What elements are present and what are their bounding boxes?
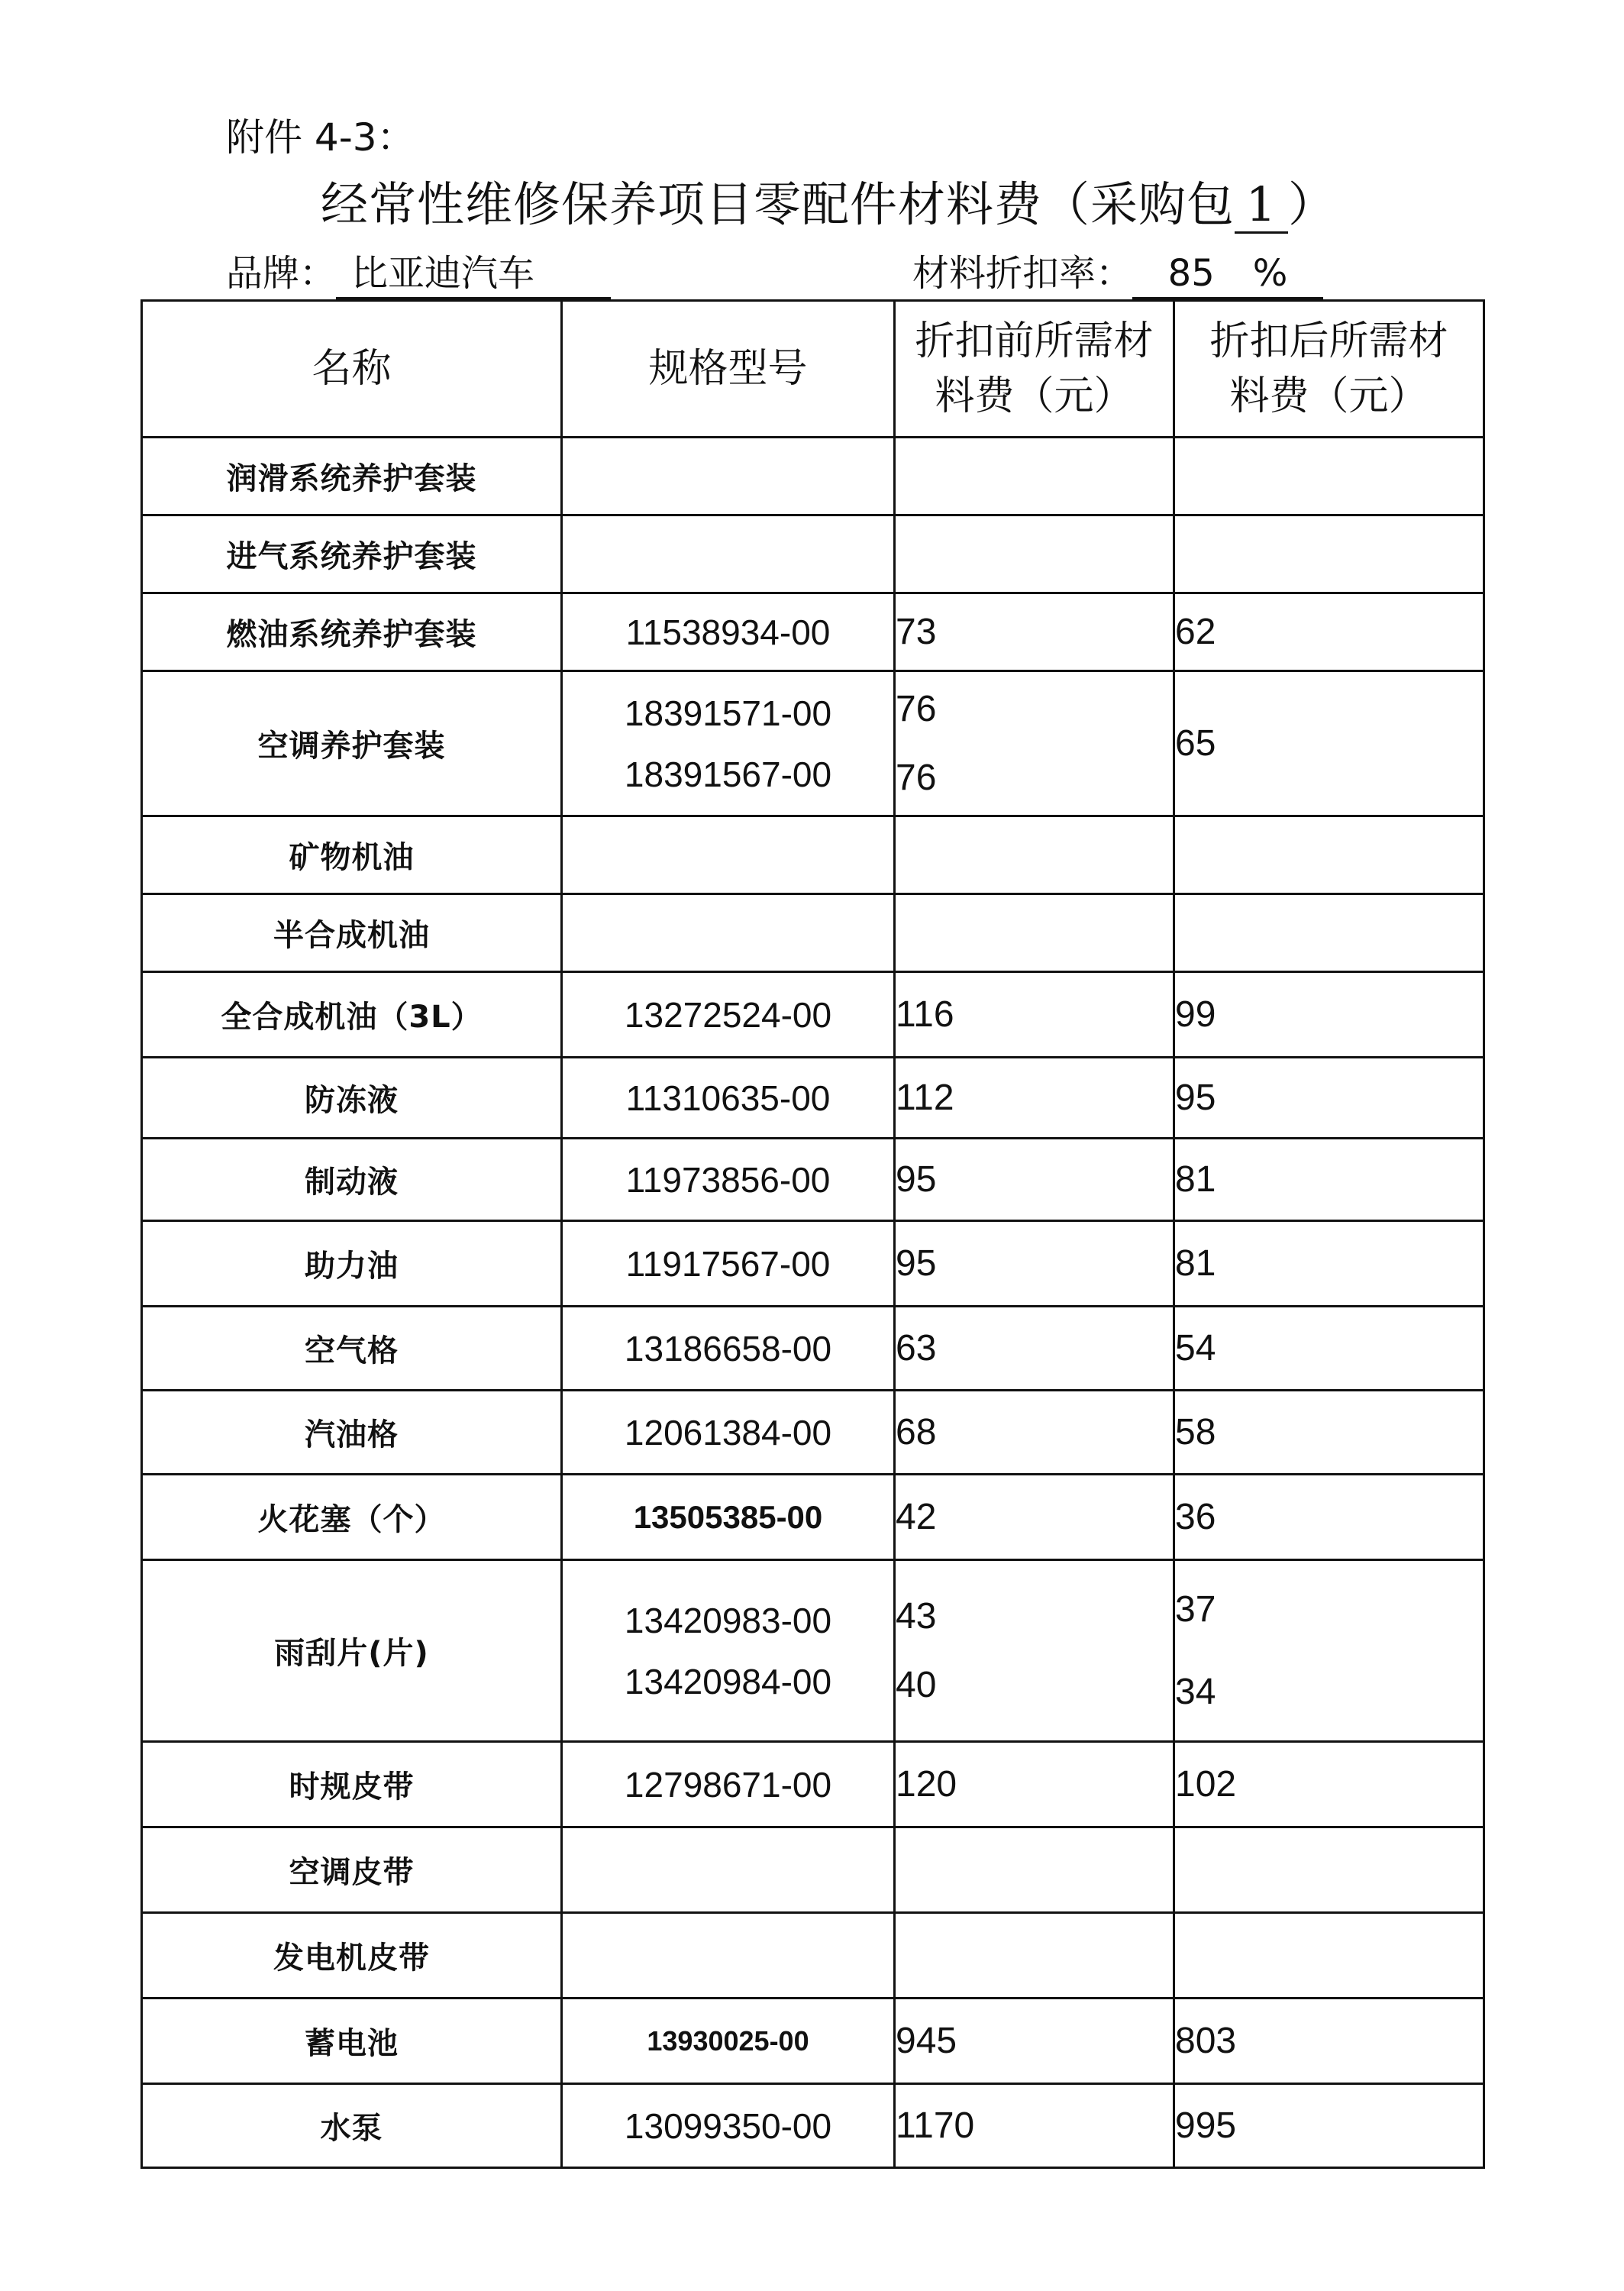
part-name: 火花塞（个） (257, 1502, 446, 1537)
after-discount-cell-value: 34 (1175, 1671, 1216, 1712)
before-discount-cell (895, 1827, 1174, 1913)
table-row (142, 1742, 1484, 1827)
after-discount-cell (1174, 1742, 1484, 1827)
spec-cell-value: 13420983-00 (624, 1600, 832, 1640)
after-discount-cell (1174, 1475, 1484, 1560)
part-name-cell (142, 1307, 562, 1391)
table-row (142, 515, 1484, 593)
after-discount-cell-value: 36 (1175, 1496, 1216, 1537)
part-name: 燃油系统养护套装 (226, 617, 477, 652)
after-discount-cell-value: 95 (1175, 1077, 1216, 1118)
part-name-cell (142, 593, 562, 671)
discount-rate-field (912, 243, 1323, 304)
header-name (142, 301, 562, 438)
spec-cell-value: 13186658-00 (624, 1328, 832, 1368)
before-discount-cell (895, 1913, 1174, 1999)
part-name: 汽油格 (305, 1417, 399, 1452)
spec-cell (562, 894, 895, 972)
table-row (142, 1139, 1484, 1221)
part-name-cell (142, 972, 562, 1058)
table-row (142, 1475, 1484, 1560)
before-discount-cell-value: 112 (896, 1077, 954, 1118)
before-discount-cell (895, 438, 1174, 515)
before-discount-cell-value: 95 (896, 1158, 937, 1200)
after-discount-cell-value: 81 (1175, 1158, 1216, 1200)
part-name-cell (142, 1139, 562, 1221)
part-name: 空调皮带 (289, 1855, 415, 1890)
spec-cell (562, 816, 895, 894)
spec-cell-value: 11973856-00 (625, 1159, 831, 1200)
header-name-label: 名称 (312, 346, 392, 392)
before-discount-cell-value: 73 (896, 611, 937, 652)
header-after-label: 折扣后所需材料费（元） (1209, 318, 1448, 419)
part-name: 蓄电池 (305, 2026, 399, 2061)
after-discount-cell-value: 99 (1175, 994, 1216, 1035)
after-discount-cell (1174, 438, 1484, 515)
table-row (142, 1307, 1484, 1391)
part-name: 矿物机油 (289, 840, 415, 875)
before-discount-cell-value: 116 (896, 994, 954, 1035)
before-discount-cell-value: 945 (896, 2020, 957, 2061)
spec-cell-value: 11917567-00 (625, 1243, 831, 1284)
brand-value: 比亚迪汽车 (336, 250, 611, 299)
part-name: 发电机皮带 (273, 1940, 430, 1976)
spec-cell (562, 972, 895, 1058)
after-discount-cell (1174, 593, 1484, 671)
table-row (142, 593, 1484, 671)
header-spec (562, 301, 895, 438)
before-discount-cell (895, 1221, 1174, 1307)
spec-cell (562, 1139, 895, 1221)
spec-cell-value: 13099350-00 (624, 2105, 832, 2146)
part-name-cell (142, 1475, 562, 1560)
before-discount-cell (895, 671, 1174, 816)
part-name-cell (142, 1560, 562, 1742)
after-discount-cell-value: 81 (1175, 1242, 1216, 1284)
title-prefix: 经常性维修保养项目零配件材料费（采购包 (321, 176, 1235, 232)
header-before-label: 折扣前所需材料费（元） (915, 318, 1154, 419)
part-name-cell (142, 1913, 562, 1999)
before-discount-cell-value: 40 (896, 1664, 937, 1705)
part-name-cell (142, 1999, 562, 2084)
part-name-cell (142, 1391, 562, 1475)
spec-cell (562, 1307, 895, 1391)
before-discount-cell (895, 1391, 1174, 1475)
part-name: 雨刮片(片) (274, 1636, 429, 1671)
part-name: 半合成机油 (273, 918, 430, 953)
spec-cell-value: 18391571-00 (624, 693, 832, 733)
brand-label: 品牌： (226, 252, 337, 295)
before-discount-cell-value: 76 (896, 688, 937, 729)
package-number: 1 (1235, 178, 1288, 234)
table-row (142, 1058, 1484, 1139)
before-discount-cell-value: 76 (896, 757, 937, 798)
parts-cost-table (140, 299, 1485, 2169)
title-suffix: ） (1288, 176, 1337, 232)
spec-cell (562, 1999, 895, 2084)
before-discount-cell (895, 1475, 1174, 1560)
spec-cell-value: 13420984-00 (624, 1661, 832, 1701)
before-discount-cell-value: 68 (896, 1411, 937, 1452)
part-name: 制动液 (305, 1165, 399, 1200)
spec-cell-value: 18391567-00 (624, 754, 832, 794)
before-discount-cell (895, 1560, 1174, 1742)
before-discount-cell (895, 1999, 1174, 2084)
before-discount-cell (895, 894, 1174, 972)
table-row (142, 1999, 1484, 2084)
spec-cell (562, 593, 895, 671)
before-discount-cell (895, 1307, 1174, 1391)
after-discount-cell (1174, 1391, 1484, 1475)
part-name: 助力油 (305, 1249, 399, 1284)
after-discount-cell (1174, 1560, 1484, 1742)
spec-cell (562, 1742, 895, 1827)
spec-cell (562, 671, 895, 816)
part-name-cell (142, 1058, 562, 1139)
before-discount-cell (895, 1139, 1174, 1221)
before-discount-cell-value: 63 (896, 1327, 937, 1368)
spec-cell (562, 1475, 895, 1560)
spec-cell (562, 1391, 895, 1475)
table-row (142, 972, 1484, 1058)
table-row (142, 816, 1484, 894)
part-name: 润滑系统养护套装 (226, 461, 477, 496)
part-name-cell (142, 816, 562, 894)
after-discount-cell (1174, 1139, 1484, 1221)
part-name: 全合成机油（3L） (221, 1000, 483, 1035)
table-row (142, 1391, 1484, 1475)
header-after-discount (1174, 301, 1484, 438)
before-discount-cell (895, 1742, 1174, 1827)
after-discount-cell-value: 62 (1175, 611, 1216, 652)
before-discount-cell (895, 972, 1174, 1058)
before-discount-cell (895, 1058, 1174, 1139)
discount-rate-value (1132, 250, 1323, 299)
after-discount-cell-value: 995 (1175, 2105, 1237, 2146)
spec-cell (562, 1221, 895, 1307)
table-row (142, 438, 1484, 515)
after-discount-cell-value: 37 (1175, 1588, 1216, 1630)
after-discount-cell (1174, 972, 1484, 1058)
after-discount-cell (1174, 816, 1484, 894)
spec-cell (562, 1913, 895, 1999)
after-discount-cell (1174, 671, 1484, 816)
after-discount-cell (1174, 1307, 1484, 1391)
part-name-cell (142, 894, 562, 972)
table-row (142, 671, 1484, 816)
before-discount-cell (895, 593, 1174, 671)
part-name: 空调养护套装 (257, 729, 446, 764)
after-discount-cell-value: 803 (1175, 2020, 1237, 2061)
after-discount-cell-value: 102 (1175, 1763, 1237, 1805)
discount-rate-label: 材料折扣率： (912, 252, 1133, 295)
before-discount-cell-value: 95 (896, 1242, 937, 1284)
table-row (142, 1560, 1484, 1742)
table-header-row (142, 301, 1484, 438)
spec-cell (562, 1560, 895, 1742)
part-name: 水泵 (320, 2111, 383, 2146)
before-discount-cell-value: 1170 (896, 2105, 975, 2146)
after-discount-cell (1174, 1913, 1484, 1999)
before-discount-cell-value: 43 (896, 1595, 937, 1637)
before-discount-cell (895, 515, 1174, 593)
table-body (142, 438, 1484, 2168)
spec-cell-value: 13272524-00 (624, 994, 832, 1035)
spec-cell (562, 438, 895, 515)
part-name-cell (142, 1742, 562, 1827)
spec-cell-value: 13930025-00 (647, 2024, 809, 2057)
after-discount-cell-value: 54 (1175, 1327, 1216, 1368)
spec-cell-value: 11310635-00 (625, 1078, 831, 1118)
part-name-cell (142, 515, 562, 593)
part-name-cell (142, 671, 562, 816)
after-discount-cell (1174, 1827, 1484, 1913)
document-title (321, 166, 1336, 243)
before-discount-cell-value: 42 (896, 1496, 937, 1537)
part-name: 进气系统养护套装 (226, 539, 477, 574)
spec-cell-value: 11538934-00 (625, 612, 831, 652)
after-discount-cell (1174, 1999, 1484, 2084)
table-row (142, 1827, 1484, 1913)
discount-rate-unit: % (1252, 252, 1288, 295)
before-discount-cell (895, 816, 1174, 894)
after-discount-cell (1174, 894, 1484, 972)
after-discount-cell (1174, 1058, 1484, 1139)
attachment-label: 附件 4-3： (226, 115, 415, 160)
table-row (142, 1913, 1484, 1999)
part-name: 空气格 (305, 1333, 399, 1368)
brand-field (226, 243, 611, 304)
part-name-cell (142, 2084, 562, 2168)
spec-cell-value: 13505385-00 (633, 1498, 823, 1535)
after-discount-cell-value: 65 (1175, 722, 1216, 764)
part-name: 防冻液 (305, 1083, 399, 1118)
spec-cell (562, 1827, 895, 1913)
spec-cell (562, 1058, 895, 1139)
after-discount-cell (1174, 515, 1484, 593)
part-name-cell (142, 1827, 562, 1913)
before-discount-cell-value: 120 (896, 1763, 957, 1805)
before-discount-cell (895, 2084, 1174, 2168)
after-discount-cell-value: 58 (1175, 1411, 1216, 1452)
spec-cell-value: 12061384-00 (624, 1412, 832, 1452)
header-before-discount (895, 301, 1174, 438)
part-name-cell (142, 438, 562, 515)
header-spec-label: 规格型号 (648, 346, 808, 392)
part-name: 时规皮带 (289, 1769, 415, 1805)
table-row (142, 1221, 1484, 1307)
table-row (142, 2084, 1484, 2168)
spec-cell-value: 12798671-00 (624, 1764, 832, 1805)
table-row (142, 894, 1484, 972)
after-discount-cell (1174, 2084, 1484, 2168)
spec-cell (562, 2084, 895, 2168)
after-discount-cell (1174, 1221, 1484, 1307)
spec-cell (562, 515, 895, 593)
part-name-cell (142, 1221, 562, 1307)
discount-rate-number: 85 (1167, 252, 1215, 295)
